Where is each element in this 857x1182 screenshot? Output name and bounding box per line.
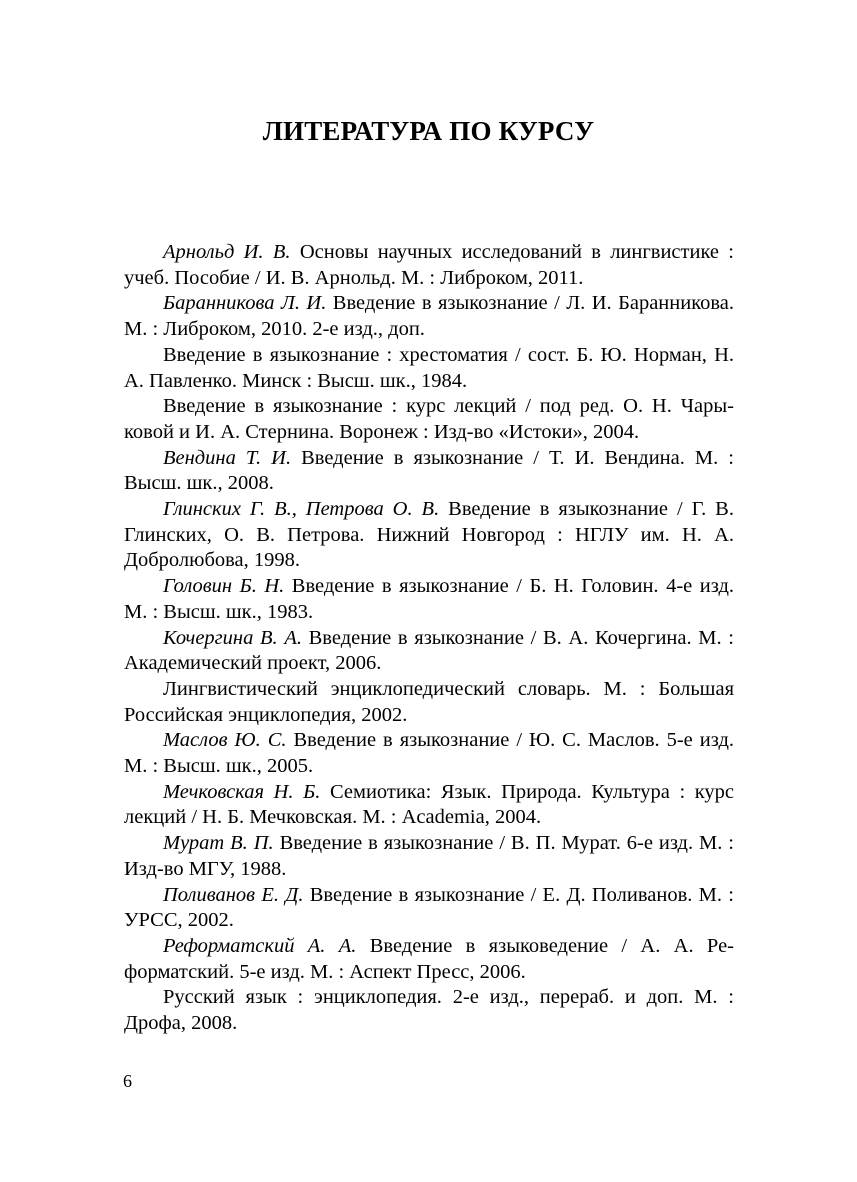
bibliography-list: [124, 240, 734, 1037]
entry-text: Введение в языкознание : хрестоматия / сост. Б. Ю. Норман, Н. А. Павленко. Минск : Высш. шк., 1984.: [124, 343, 734, 392]
bibliography-entry: [124, 446, 734, 497]
entry-author: Вендина Т. И.: [163, 446, 292, 469]
entry-author: Мурат В. П.: [163, 832, 274, 855]
entry-text: Введение в языкознание / Г. В. Глинских, О. В. Петрова. Нижний Новгород : НГЛУ им. Н. А. Добролюбова, 1998.: [124, 498, 734, 572]
bibliography-entry: [124, 780, 734, 831]
page-number: 6: [123, 1071, 132, 1091]
bibliography-entry: [124, 343, 734, 394]
entry-text: Введение в языкознание / Ю. С. Маслов. 5-е изд. М. : Высш. шк., 2005.: [124, 729, 734, 778]
entry-author: Арнольд И. В.: [163, 241, 291, 263]
entry-text: Семиотика: Язык. Природа. Культура : курс лекций / Н. Б. Мечковская. М. : Academia, 2004.: [124, 780, 734, 829]
entry-text: Введение в языкознание / В. А. Кочергина. М. : Академический проект, 2006.: [124, 626, 734, 675]
bibliography-entry: [124, 626, 734, 677]
entry-author: Мечковская Н. Б.: [163, 780, 321, 803]
bibliography-entry: [124, 291, 734, 342]
page-title: ЛИТЕРАТУРА ПО КУРСУ: [262, 116, 595, 146]
bibliography-entry: [124, 728, 734, 779]
entry-author: Баранникова Л. И.: [163, 292, 327, 315]
entry-author: Кочергина В. А.: [163, 626, 302, 649]
bibliography-entry: [124, 985, 734, 1036]
bibliography-entry: [124, 497, 734, 574]
entry-text: Введение в языкознание : курс лекций / под ред. О. Н. Чарыковой и И. А. Стернина. Воронеж : Изд-во «Истоки», 2004.: [124, 395, 734, 443]
bibliography-entry: [124, 240, 734, 291]
entry-text: Основы научных исследований в лингвистике : учеб. Пособие / И. В. Арнольд. М. : Либроком, 2011.: [124, 241, 735, 289]
entry-text: Введение в языкознание / В. П. Мурат. 6-е изд. М. : Изд-во МГУ, 1988.: [124, 832, 734, 880]
entry-author: Реформатский А. А.: [163, 934, 357, 957]
entry-author: Глинских Г. В., Петрова О. В.: [163, 498, 440, 521]
bibliography-entry: [124, 574, 734, 625]
entry-author: Поливанов Е. Д.: [163, 883, 304, 906]
bibliography-entry: [124, 394, 734, 445]
bibliography-entry: [124, 883, 734, 934]
entry-author: Головин Б. Н.: [163, 575, 285, 598]
entry-text: Введение в языкознание / Б. Н. Головин. 4-е изд. М. : Высш. шк., 1983.: [124, 575, 734, 623]
entry-author: Маслов Ю. С.: [163, 729, 287, 752]
bibliography-entry: [124, 677, 734, 728]
entry-text: Введение в языкознание / Т. И. Вендина. М. : Высш. шк., 2008.: [124, 446, 734, 495]
entry-text: Лингвистический энциклопедический словарь. М. : Большая Российская энциклопедия, 2002.: [124, 677, 734, 726]
entry-text: Введение в языкознание / Л. И. Баранникова. М. : Либроком, 2010. 2-е изд., доп.: [124, 292, 735, 341]
bibliography-entry: [124, 831, 734, 882]
entry-text: Введение в языкознание / Е. Д. Поливанов. М. : УРСС, 2002.: [124, 883, 735, 932]
bibliography-entry: [124, 934, 734, 985]
entry-text: Русский язык : энциклопедия. 2-е изд., перераб. и доп. М. : Дрофа, 2008.: [124, 986, 734, 1035]
entry-text: Введение в языковедение / А. А. Реформатский. 5-е изд. М. : Аспект Пресс, 2006.: [124, 934, 734, 983]
